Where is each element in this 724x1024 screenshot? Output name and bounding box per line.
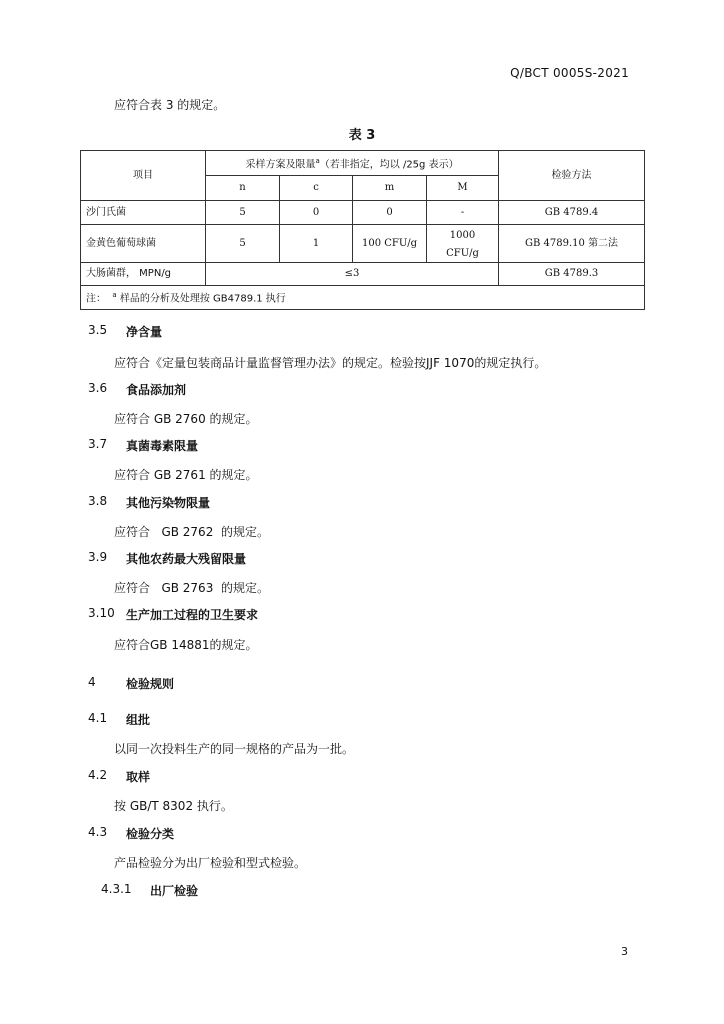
section-title: 其他污染物限量	[126, 496, 211, 510]
header-sampling-plan	[206, 151, 499, 176]
section-number: 4.3.1	[101, 882, 132, 896]
section-title: 出厂检验	[150, 884, 199, 898]
section-body: 以同一次投料生产的同一规格的产品为一批。	[114, 742, 355, 756]
section-body: 应符合GB 14881的规定。	[114, 638, 258, 652]
section-title: 组批	[126, 713, 151, 727]
table-caption: 表 3	[348, 128, 376, 143]
section-number: 3.7	[88, 437, 108, 451]
section-number: 4.2	[88, 768, 108, 782]
note-label: 注：	[86, 293, 106, 305]
row-merged-limit: ≤3	[206, 263, 499, 286]
section-title: 其他农药最大残留限量	[126, 552, 247, 566]
row-M: -	[427, 201, 499, 225]
page-number: 3	[621, 945, 628, 958]
footnote-mark: a	[315, 156, 320, 165]
sampling-plan-note: （若非指定，均以 /25g 表示）	[319, 159, 459, 171]
section-number: 4	[88, 675, 96, 689]
row-M	[427, 225, 499, 263]
row-method: GB 4789.4	[499, 201, 645, 225]
header-n: n	[206, 176, 280, 201]
table-row	[81, 263, 645, 286]
section-body: 应符合 GB 2763 的规定。	[114, 581, 269, 595]
note-text: 样品的分析及处理按 GB4789.1 执行	[119, 293, 286, 305]
table-header-row	[81, 151, 645, 176]
row-m: 100 CFU/g	[353, 225, 427, 263]
row-n: 5	[206, 225, 280, 263]
section-number: 3.6	[88, 381, 108, 395]
header-M: M	[427, 176, 499, 201]
note-mark: a	[112, 291, 117, 300]
intro-paragraph: 应符合表 3 的规定。	[114, 98, 226, 112]
row-c: 0	[280, 201, 353, 225]
row-n: 5	[206, 201, 280, 225]
microbiological-limits-table	[80, 150, 645, 310]
row-method: GB 4789.3	[499, 263, 645, 286]
table-row	[81, 225, 645, 263]
section-title: 生产加工过程的卫生要求	[126, 608, 259, 622]
row-M-line2: CFU/g	[446, 247, 479, 259]
section-number: 3.5	[88, 323, 108, 337]
section-title: 食品添加剂	[126, 383, 187, 397]
row-item: 大肠菌群， MPN/g	[81, 263, 206, 286]
section-title: 真菌毒素限量	[126, 439, 199, 453]
section-number: 3.9	[88, 550, 108, 564]
section-body: 应符合 GB 2760 的规定。	[114, 412, 258, 426]
header-m: m	[353, 176, 427, 201]
row-c: 1	[280, 225, 353, 263]
table-note-row	[81, 286, 645, 310]
header-item: 项目	[81, 151, 206, 201]
section-body: 应符合《定量包装商品计量监督管理办法》的规定。检验按JJF 1070的规定执行。	[114, 356, 547, 370]
row-m: 0	[353, 201, 427, 225]
section-body: 应符合 GB 2761 的规定。	[114, 468, 258, 482]
section-body: 产品检验分为出厂检验和型式检验。	[114, 856, 307, 870]
section-number: 3.10	[88, 606, 115, 620]
section-number: 3.8	[88, 494, 108, 508]
header-method: 检验方法	[499, 151, 645, 201]
header-c: c	[280, 176, 353, 201]
section-title: 取样	[126, 770, 151, 784]
section-title: 检验规则	[126, 677, 175, 691]
table-row	[81, 201, 645, 225]
row-M-line1: 1000	[449, 229, 476, 241]
section-body: 应符合 GB 2762 的规定。	[114, 525, 269, 539]
section-number: 4.3	[88, 825, 108, 839]
row-item: 金黄色葡萄球菌	[81, 225, 206, 263]
table-note	[81, 286, 645, 310]
row-item: 沙门氏菌	[81, 201, 206, 225]
section-body: 按 GB/T 8302 执行。	[114, 799, 233, 813]
document-code: Q/BCT 0005S-2021	[510, 66, 629, 80]
row-method: GB 4789.10 第二法	[499, 225, 645, 263]
section-title: 检验分类	[126, 827, 175, 841]
sampling-plan-label: 采样方案及限量	[245, 159, 316, 171]
section-title: 净含量	[126, 325, 163, 339]
section-number: 4.1	[88, 711, 108, 725]
